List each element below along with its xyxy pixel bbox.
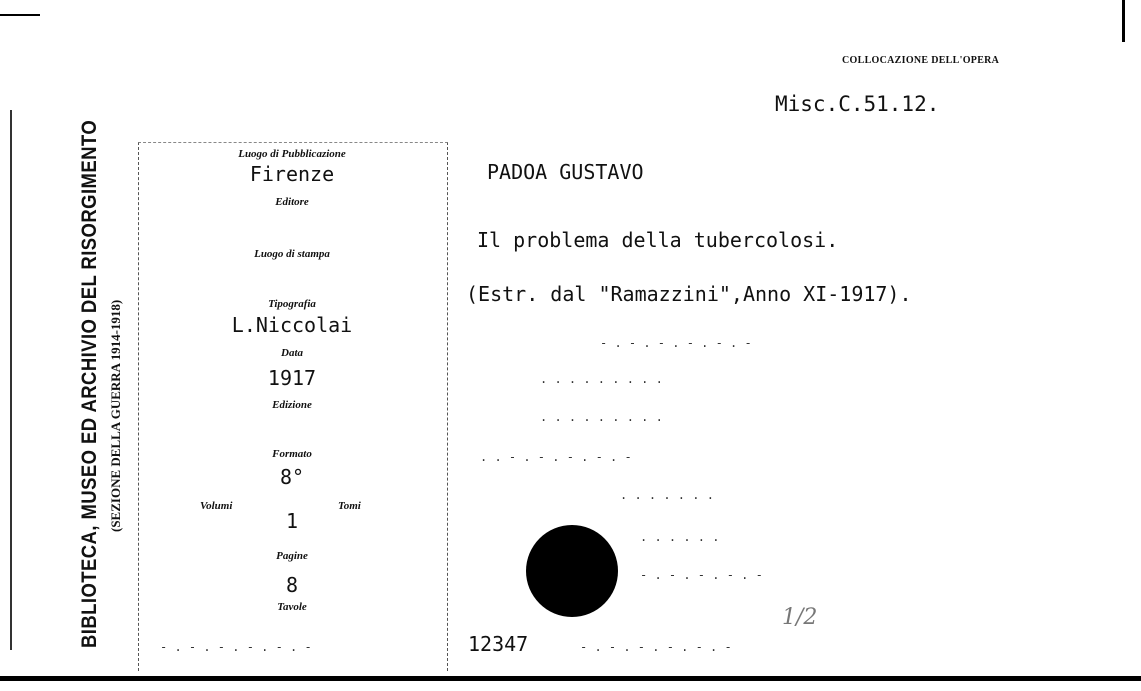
- tavole-label: Tavole: [277, 601, 307, 613]
- work-title: Il problema della tubercolosi.: [477, 228, 839, 252]
- luogo-stampa-label: Luogo di stampa: [254, 248, 330, 260]
- dotted-line: - . - . - . - . -: [640, 568, 763, 582]
- luogo-pubblicazione-label: Luogo di Pubblicazione: [238, 148, 346, 160]
- ink-blot: [526, 525, 618, 617]
- dotted-line: - . - . - . - . - . -: [600, 336, 752, 350]
- editore-label: Editore: [275, 196, 309, 208]
- tipografia-value: L.Niccolai: [231, 313, 353, 337]
- scan-edge-top: [0, 14, 40, 16]
- inventory-number: 12347: [468, 632, 529, 656]
- edizione-label: Edizione: [272, 399, 312, 411]
- tipografia-label: Tipografia: [268, 298, 316, 310]
- shelfmark: Misc.C.51.12.: [775, 92, 940, 116]
- scan-edge-left: [10, 110, 12, 650]
- dotted-line: . . . . . . . . .: [540, 372, 663, 386]
- handwritten-mark: 1/2: [782, 605, 818, 630]
- formato-value: 8°: [279, 465, 305, 489]
- volumi-value: 1: [285, 509, 299, 533]
- extract-note: (Estr. dal "Ramazzini",Anno XI-1917).: [466, 282, 912, 306]
- tomi-label: Tomi: [338, 500, 361, 512]
- dotted-line: - . - . - . - . - . -: [160, 640, 312, 654]
- dotted-line: . . - . - . - . - . -: [480, 450, 632, 464]
- volumi-label: Volumi: [200, 500, 233, 512]
- scan-edge-bottom: [0, 676, 1141, 681]
- author-name: PADOA GUSTAVO: [487, 160, 644, 184]
- dotted-line: . . . . . . . . .: [540, 410, 663, 424]
- dotted-line: . . . . . .: [640, 530, 720, 544]
- formato-label: Formato: [272, 448, 312, 460]
- data-value: 1917: [267, 366, 317, 390]
- pagine-label: Pagine: [276, 550, 308, 562]
- dotted-line: . . . . . . .: [620, 488, 714, 502]
- library-title: BIBLIOTECA, MUSEO ED ARCHIVIO DEL RISORGIMENTO: [78, 119, 101, 649]
- luogo-pubblicazione-value: Firenze: [249, 162, 335, 186]
- library-subtitle: (SEZIONE DELLA GUERRA 1914-1918): [108, 299, 123, 532]
- collocazione-label: COLLOCAZIONE DELL'OPERA: [842, 55, 1000, 66]
- dotted-line: - . - . - . - . - . -: [580, 640, 732, 654]
- pagine-value: 8: [285, 573, 299, 597]
- scan-edge-right-mark: [1122, 0, 1125, 42]
- data-label: Data: [281, 347, 303, 359]
